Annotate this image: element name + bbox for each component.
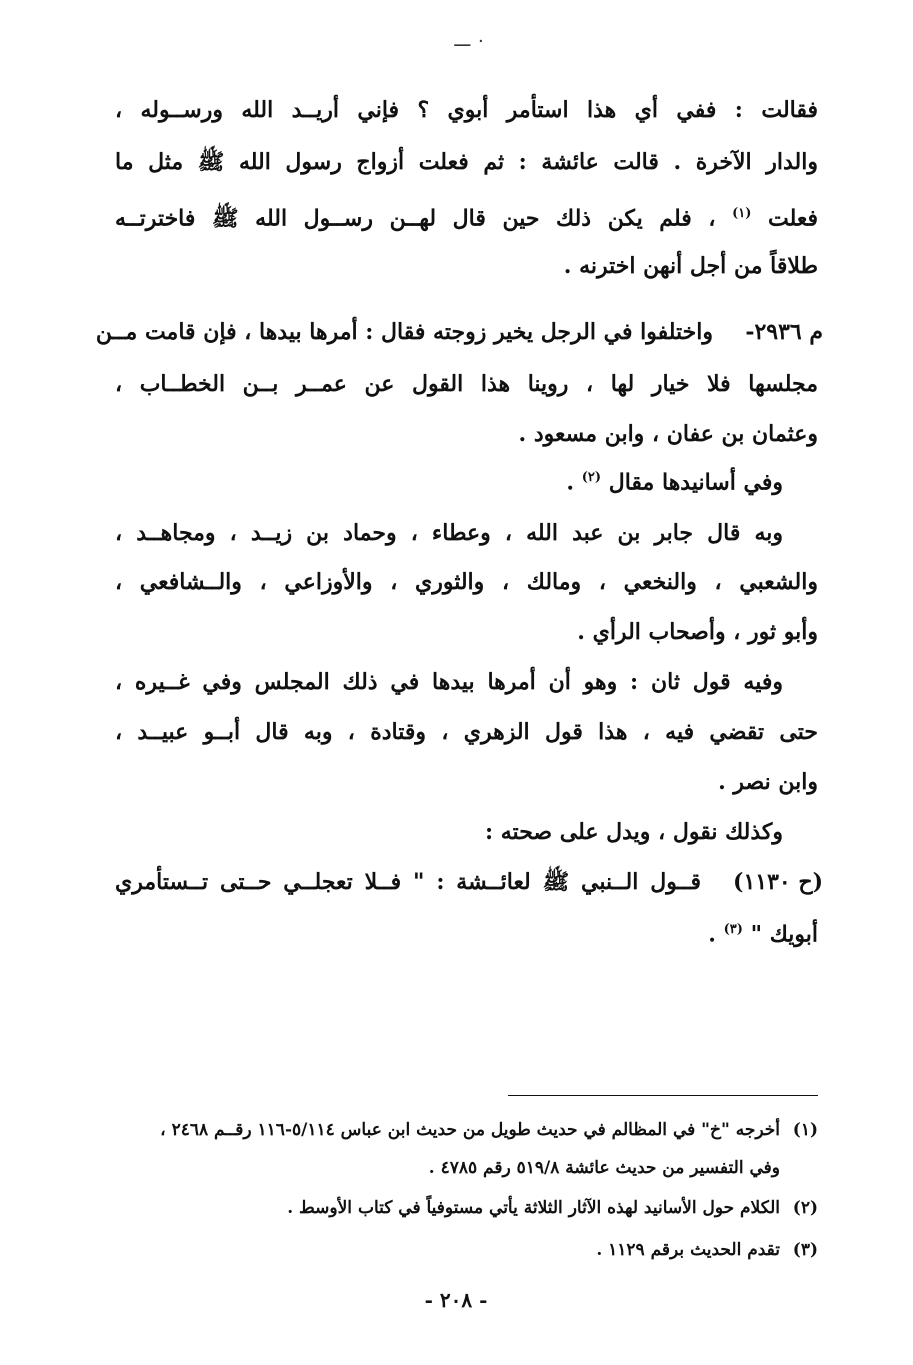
footnote-ref-2[interactable]: (٢): [581, 470, 602, 485]
footnote-2-line1: الكلام حول الأسانيد لهذه الآثار الثلاثة يأتي مستوفياً في كتاب الأوسط .: [287, 1198, 780, 1218]
para2-line2: مجلسها فلا خيار لها ، روينا هذا القول عن عمــر بــن الخطــاب ،: [115, 371, 818, 397]
page-number: - ٢٠٨ -: [424, 1288, 488, 1312]
footnote-1-number: (١): [792, 1120, 818, 1140]
para1-line3-b: ، فلم يكن ذلك حين قال لهــن رســول الله ﷺ فاخترتــه: [115, 205, 716, 232]
para4-line4: وكذلك نقول ، ويدل على صحته :: [484, 819, 783, 845]
para3-line3: وأبو ثور ، وأصحاب الرأي .: [577, 619, 818, 645]
para1-line3: [115, 199, 818, 233]
para4-line2: حتى تقضي فيه ، هذا قول الزهري ، وقتادة ، وبه قال أبــو عبيــد ،: [115, 719, 818, 745]
footnote-separator: [508, 1095, 818, 1096]
para5-hadith-number: (ح ١١٣٠): [733, 869, 823, 895]
top-mark: ٠ ـــ: [454, 30, 486, 51]
para2-reference-number: م ٢٩٣٦-: [745, 319, 823, 345]
footnote-2: [287, 1195, 818, 1221]
para2-line4-b: .: [566, 469, 575, 496]
para1-line4: طلاقاً من أجل أنهن اخترنه .: [563, 253, 818, 279]
para4-line3: وابن نصر .: [718, 769, 818, 795]
footnote-ref-3[interactable]: (٣): [723, 922, 743, 937]
para2-line1: واختلفوا في الرجل يخير زوجته فقال : أمرها بيدها ، فإن قامت مــن: [95, 319, 713, 345]
para2-line4-a: وفي أسانيدها مقال: [608, 469, 783, 496]
footnote-1-line1: أخرجه "خ" في المظالم في حديث طويل من حديث ابن عباس ٥/١١٤-١١٦ رقــم ٢٤٦٨ ،: [160, 1120, 780, 1140]
para2-line3: وعثمان بن عفان ، وابن مسعود .: [518, 421, 818, 447]
footnote-1-line2: وفي التفسير من حديث عائشة ٥١٩/٨ رقم ٤٧٨٥ .: [428, 1158, 780, 1178]
footnote-3-number: (٣): [792, 1240, 818, 1260]
footnote-3-line1: تقدم الحديث برقم ١١٢٩ .: [596, 1240, 780, 1260]
para2-line4: [566, 463, 783, 497]
para4-line1: وفيه قول ثان : وهو أن أمرها بيدها في ذلك المجلس وفي غــيره ،: [115, 669, 783, 695]
footnote-1: [160, 1117, 818, 1143]
para1-line1: فقالت : ففي أي هذا استأمر أبوي ؟ فإني أريــد الله ورســوله ،: [115, 97, 818, 123]
para3-line2: والشعبي ، والنخعي ، ومالك ، والثوري ، والأوزاعي ، والــشافعي ،: [115, 569, 818, 595]
para5-line2: [708, 915, 818, 949]
para3-line1: وبه قال جابر بن عبد الله ، وعطاء ، وحماد بن زيــد ، ومجاهــد ،: [115, 520, 783, 546]
footnote-3: [596, 1237, 818, 1263]
para5-line1: قــول الــنبي ﷺ لعائــشة : " فــلا تعجلــي حــتى تــستأمري: [115, 869, 701, 895]
para1-line2: والدار الآخرة . قالت عائشة : ثم فعلت أزواج رسول الله ﷺ مثل ما: [115, 149, 818, 175]
footnote-ref-1[interactable]: (١): [732, 206, 752, 221]
para5-line2-b: .: [708, 921, 716, 948]
para5-line2-a: أبويك ": [750, 921, 818, 948]
para1-line3-a: فعلت: [767, 205, 818, 232]
footnote-2-number: (٢): [792, 1198, 818, 1218]
